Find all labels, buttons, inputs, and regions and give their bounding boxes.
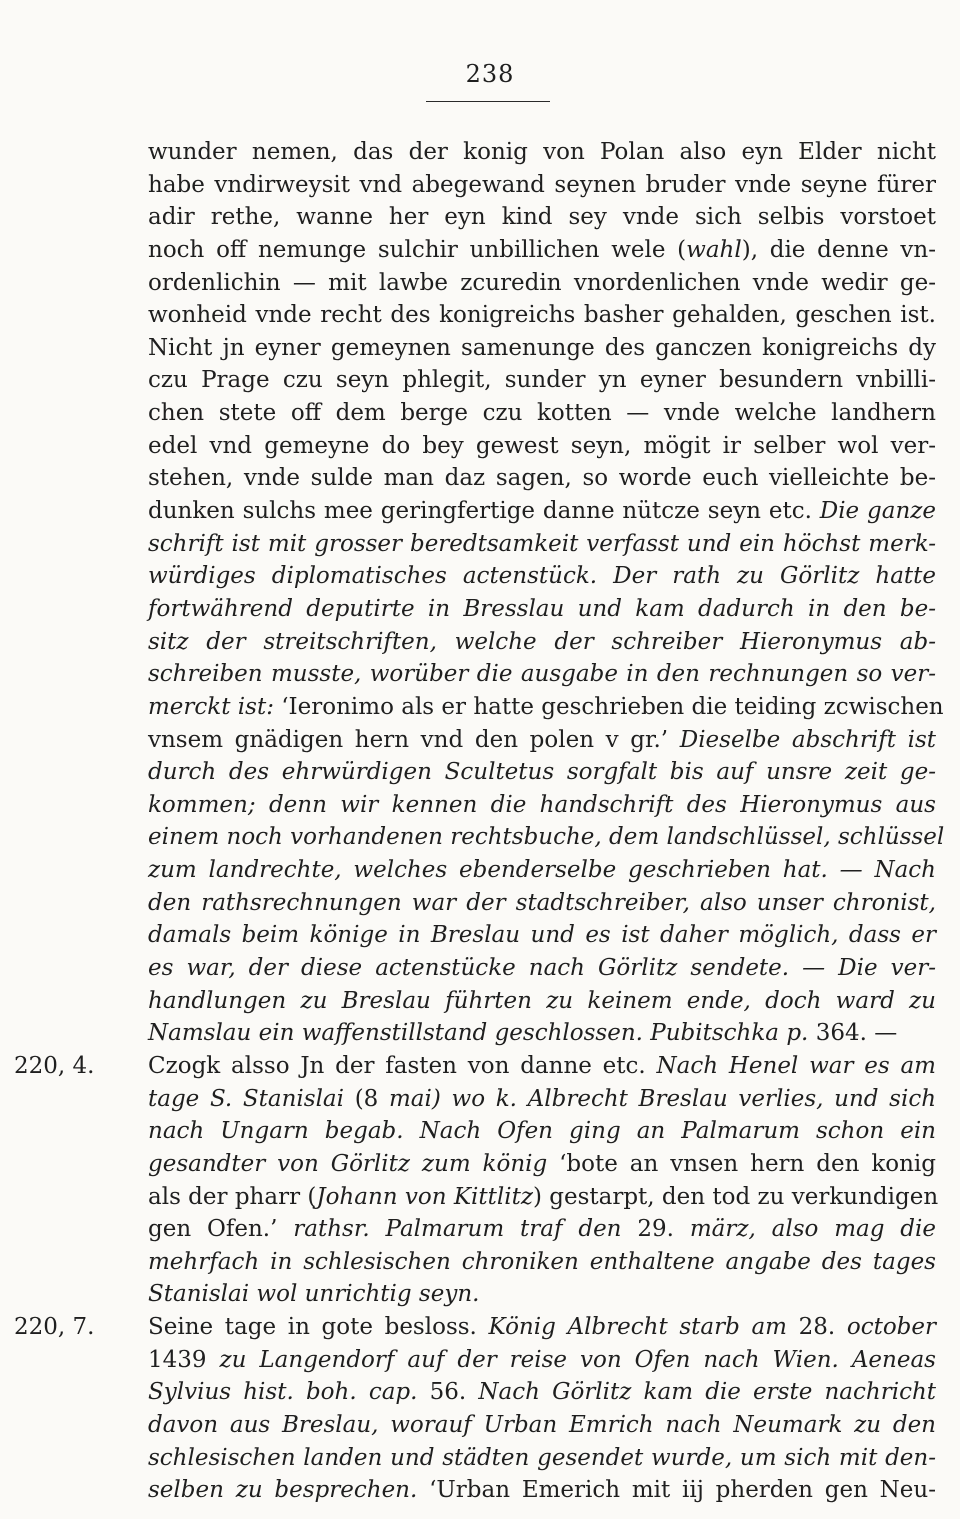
line-text [148,560,936,593]
italic-text: gesandter von Görlitz zum könig [148,1150,560,1177]
italic-text: Nach Henel war es am [656,1052,936,1079]
text-line [0,658,960,691]
text-line [0,1050,960,1083]
roman-text: Seine tage in gote besloss. [148,1314,489,1341]
text-line [0,430,960,463]
text-line [0,789,960,822]
text-line [0,267,960,300]
line-text [148,854,936,887]
text-line [0,201,960,234]
line-text [148,495,936,528]
italic-text: davon aus Breslau, worauf Urban Emrich nach Neumark zu den [148,1411,936,1438]
roman-text: gen Ofen.’ [148,1216,294,1243]
italic-text: zum landrechte, welches ebenderselbe geschrieben hat. — Nach [148,857,936,884]
roman-text: Czogk alsso Jn der fasten von danne etc. [148,1052,657,1079]
roman-text: 1439 [148,1346,220,1373]
text-line [0,887,960,920]
italic-text: Namslau ein waffenstillstand geschlossen. Pubitschka p. [148,1020,816,1047]
roman-text: 364. — [815,1020,898,1047]
roman-text: ‘Urban Emerich mit iij pherden gen Neu- [429,1477,936,1504]
italic-text: Sylvius hist. boh. cap. [148,1379,430,1406]
text-line [0,1213,960,1246]
body-text [0,136,960,1507]
italic-text: fortwährend deputirte in Bresslau und kam dadurch in den be- [148,595,936,622]
line-text [148,201,936,234]
roman-text: stehen, vnde sulde man daz sagen, so worde euch vielleichte be- [148,465,936,492]
italic-text: Nach Görlitz kam die erste nachricht [478,1379,937,1406]
line-text [148,821,945,854]
text-line [0,1148,960,1181]
line-text [148,1083,936,1116]
header-rule [426,101,550,102]
line-text [148,430,936,463]
line-text [148,299,936,332]
text-line [0,952,960,985]
text-line [0,136,960,169]
line-text [148,1181,939,1214]
italic-text: nach Ungarn begab. Nach Ofen ging an Palmarum schon ein [148,1118,936,1145]
text-line [0,299,960,332]
line-text [148,364,936,397]
text-line [0,854,960,887]
line-text [148,658,936,691]
text-line [0,1311,960,1344]
roman-text: noch off nemunge sulchir unbillichen wele ( [148,236,687,263]
roman-text: 56. [429,1379,479,1406]
italic-text: schreiben musste, worüber die ausgabe in den rechnungen so ver- [148,661,936,688]
line-text [148,1050,936,1083]
italic-text: schrift ist mit grosser beredtsamkeit verfasst und ein höchst merk- [148,530,936,557]
italic-text: den rathsrechnungen war der stadtschreiber, also unser chronist, [148,889,936,916]
line-text [148,1311,936,1344]
line-text [148,1474,936,1507]
text-line [0,1083,960,1116]
italic-text: merckt ist: [148,693,282,720]
roman-text: czu Prage czu seyn phlegit, sunder yn eyner besundern vnbilli- [148,367,936,394]
italic-text: kommen; denn wir kennen die handschrift des Hieronymus aus [148,791,936,818]
text-line [0,1181,960,1214]
italic-text: selben zu besprechen. [148,1477,430,1504]
text-line [0,724,960,757]
roman-text: vnsem gnädigen hern vnd den polen v gr.’ [148,726,680,753]
line-text [148,462,936,495]
italic-text: tage S. Stanislai [148,1085,355,1112]
italic-text: König Albrecht starb am [488,1314,799,1341]
text-line [0,756,960,789]
italic-text: durch des ehrwürdigen Scultetus sorgfalt bis auf unsre zeit ge- [148,759,936,786]
text-line [0,234,960,267]
line-text [148,789,936,822]
italic-text: schlesischen landen und städten gesendet wurde, um sich mit den- [148,1444,936,1471]
text-line [0,169,960,202]
line-text [148,136,936,169]
margin-reference: 220, 7. [14,1314,95,1341]
italic-text: Dieselbe abschrift ist [679,726,936,753]
roman-text: (8 [354,1085,389,1112]
italic-text: rathsr. Palmarum traf den [293,1216,638,1243]
text-line [0,1344,960,1377]
text-line [0,1376,960,1409]
text-line [0,332,960,365]
italic-text: mai) wo k. Albrecht Breslau verlies, und sich [388,1085,937,1112]
italic-text: zu Langendorf auf der reise von Ofen nach Wien. Aeneas [219,1346,936,1373]
text-line [0,364,960,397]
roman-text: habe vndirweysit vnd abegewand seynen bruder vnde seyne fürer [148,171,936,198]
roman-text: edel vnd gemeyne do bey gewest seyn, mögit ir selber wol ver- [148,432,936,459]
text-line [0,495,960,528]
line-text [148,985,936,1018]
roman-text: Nicht jn eyner gemeynen samenunge des ganczen konigreichs dy [148,334,936,361]
line-text [148,1344,936,1377]
roman-text: wonheid vnde recht des konigreichs basher gehalden, geschen ist. [148,302,936,329]
text-line [0,691,960,724]
italic-text: märz, also mag die [689,1216,936,1243]
text-line [0,1442,960,1475]
italic-text: mehrfach in schlesischen chroniken enthaltene angabe des tages [148,1248,936,1275]
line-text [148,267,936,300]
line-text [148,887,936,920]
line-text [148,756,936,789]
line-text [148,1213,936,1246]
line-text [148,1148,936,1181]
text-line [0,1278,960,1311]
italic-text: würdiges diplomatisches actenstück. Der rath zu Görlitz hatte [148,563,936,590]
italic-text: es war, der diese actenstücke nach Görlitz sendete. — Die ver- [148,955,936,982]
text-line [0,1409,960,1442]
line-text [148,1409,936,1442]
text-line [0,626,960,659]
line-text [148,1246,936,1279]
text-line [0,919,960,952]
text-line [0,985,960,1018]
italic-text: einem noch vorhandenen rechtsbuche, dem landschlüssel, schlüssel [148,824,945,851]
text-line [0,1017,960,1050]
roman-text: ) gestarpt, den tod zu verkundigen [532,1183,939,1210]
text-line [0,593,960,626]
text-line [0,560,960,593]
line-text [148,691,944,724]
text-line [0,1474,960,1507]
text-line [0,821,960,854]
line-text [148,528,936,561]
line-text [148,919,936,952]
margin-reference: 220, 4. [14,1052,95,1079]
line-text [148,626,936,659]
line-text [148,1115,936,1148]
italic-text: handlungen zu Breslau führten zu keinem ende, doch ward zu [148,987,936,1014]
roman-text: ), die denne vn- [741,236,936,263]
roman-text: ‘Ieronimo als er hatte geschrieben die teiding zcwischen [281,693,944,720]
roman-text: adir rethe, wanne her eyn kind sey vnde sich selbis vorstoet [148,204,936,231]
text-line [0,1115,960,1148]
roman-text: chen stete off dem berge czu kotten — vnde welche landhern [148,400,936,427]
line-text [148,724,936,757]
roman-text: wunder nemen, das der konig von Polan also eyn Elder nicht [148,139,936,165]
line-text [148,1442,936,1475]
roman-text: dunken sulchs mee geringfertige danne nütcze seyn etc. [148,498,820,525]
page-number: 238 [465,60,515,88]
italic-text: Stanislai wol unrichtig seyn. [148,1281,480,1308]
italic-text: Johann von Kittlitz [316,1183,533,1210]
line-text [148,1017,936,1050]
line-text [148,593,936,626]
italic-text: wahl [686,236,742,263]
roman-text: ‘bote an vnsen hern den konig [559,1150,936,1177]
line-text [148,1376,936,1409]
text-line [0,528,960,561]
line-text [148,234,936,267]
roman-text: ordenlichin — mit lawbe zcuredin vnordenlichen vnde wedir ge- [148,269,936,296]
line-text [148,952,936,985]
line-text [148,397,936,430]
roman-text: 28. [798,1314,847,1341]
roman-text: 29. [637,1216,690,1243]
line-text [148,169,936,202]
text-line [0,397,960,430]
italic-text: sitz der streitschriften, welche der schreiber Hieronymus ab- [148,628,936,655]
line-text [148,332,936,365]
text-line [0,1246,960,1279]
text-line [0,462,960,495]
italic-text: october [846,1314,937,1341]
italic-text: damals beim könige in Breslau und es ist daher möglich, dass er [148,922,936,949]
line-text [148,1278,936,1311]
roman-text: als der pharr ( [148,1183,317,1210]
italic-text: Die ganze [819,498,936,525]
